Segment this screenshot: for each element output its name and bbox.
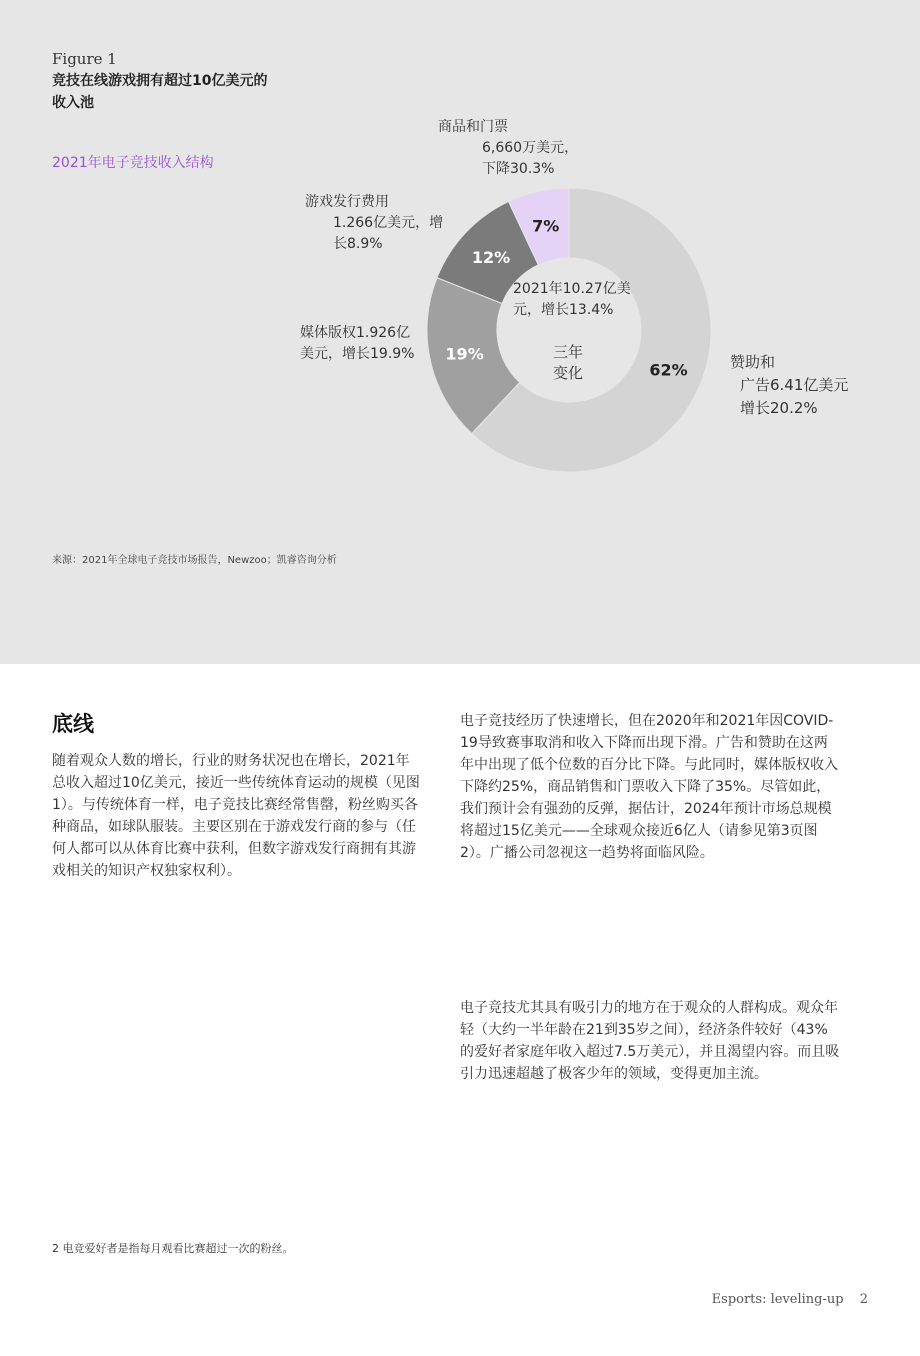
paragraph-2: 电子竞技经历了快速增长，但在2020年和2021年因COVID-19导致赛事取消和收入下降而出现下滑。广告和赞助在这两年中出现了低个位数的百分比下降。与此同时，媒体版权收入下降约25%，商品销售和门票收入下降了35%。尽管如此，我们预计会有强劲的反弹，据估计，2024年预计市场总规模将超过15亿美元——全球观众接近6亿人（请参见第3页图2）。广播公司忽视这一趋势将面临风险。 — [460, 713, 838, 861]
footnote: 2 电竞爱好者是指每月观看比赛超过一次的粉丝。 — [52, 1242, 294, 1255]
center-total-line: 元，增长13.4% — [513, 302, 614, 318]
callout-fees-line: 长8.9% — [333, 236, 383, 252]
figure-label: Figure 1 — [52, 50, 117, 68]
callout-fees-line: 1.266亿美元，增 — [333, 215, 444, 231]
figure-subtitle: 2021年电子竞技收入结构 — [52, 155, 214, 171]
callout-fees — [305, 192, 443, 255]
page-number: 2 — [859, 1292, 868, 1307]
donut-pct-label-1: 19% — [445, 344, 484, 364]
footer-doc-title: Esports: leveling-up — [711, 1292, 844, 1307]
callout-goods-line: 商品和门票 — [438, 119, 508, 135]
figure-source: 来源：2021年全球电子竞技市场报告，Newzoo；凯睿咨询分析 — [52, 555, 337, 566]
callout-goods — [438, 117, 578, 180]
callout-sponsor — [730, 351, 848, 420]
center-total — [513, 279, 633, 321]
paragraph-1: 随着观众人数的增长，行业的财务状况也在增长，2021年总收入超过10亿美元，接近一些传统体育运动的规模（见图1）。与传统体育一样，电子竞技比赛经常售罄，粉丝购买各种商品，如球队服装。主要区别在于游戏发行商的参与（任何人都可以从体育比赛中获利，但数字游戏发行商拥有其游戏相关的知识产权独家权利）。 — [52, 753, 420, 879]
section-heading: 底线 — [52, 712, 94, 736]
donut-pct-label-2: 12% — [471, 247, 511, 267]
callout-sponsor-line: 广告6.41亿美元 — [740, 376, 849, 394]
center-total-line: 2021年10.27亿美 — [513, 281, 631, 297]
figure-title: 竞技在线游戏拥有超过10亿美元的收入池 — [52, 73, 268, 111]
donut-pct-label-0: 62% — [649, 360, 688, 380]
callout-fees-line: 游戏发行费用 — [305, 194, 389, 210]
callout-sponsor-line: 增长20.2% — [740, 399, 818, 417]
running-footer — [700, 1292, 868, 1307]
center-label-line: 三年 — [552, 343, 583, 361]
callout-media: 媒体版权1.926亿美元，增长19.9% — [300, 325, 415, 362]
callout-goods-line: 下降30.3% — [482, 161, 555, 177]
paragraph-3: 电子竞技尤其具有吸引力的地方在于观众的人群构成。观众年轻（大约一半年龄在21到35岁之间），经济条件较好（43%的爱好者家庭年收入超过7.5万美元），并且渴望内容。而且吸引力迅速超越了极客少年的领域，变得更加主流。 — [460, 1000, 840, 1082]
callout-goods-line: 6,660万美元， — [482, 140, 579, 156]
callout-sponsor-line: 赞助和 — [730, 353, 776, 371]
center-label — [540, 342, 596, 384]
figure-panel — [0, 0, 920, 664]
donut-pct-label-3: 7% — [532, 216, 560, 236]
center-label-line: 变化 — [552, 364, 583, 382]
